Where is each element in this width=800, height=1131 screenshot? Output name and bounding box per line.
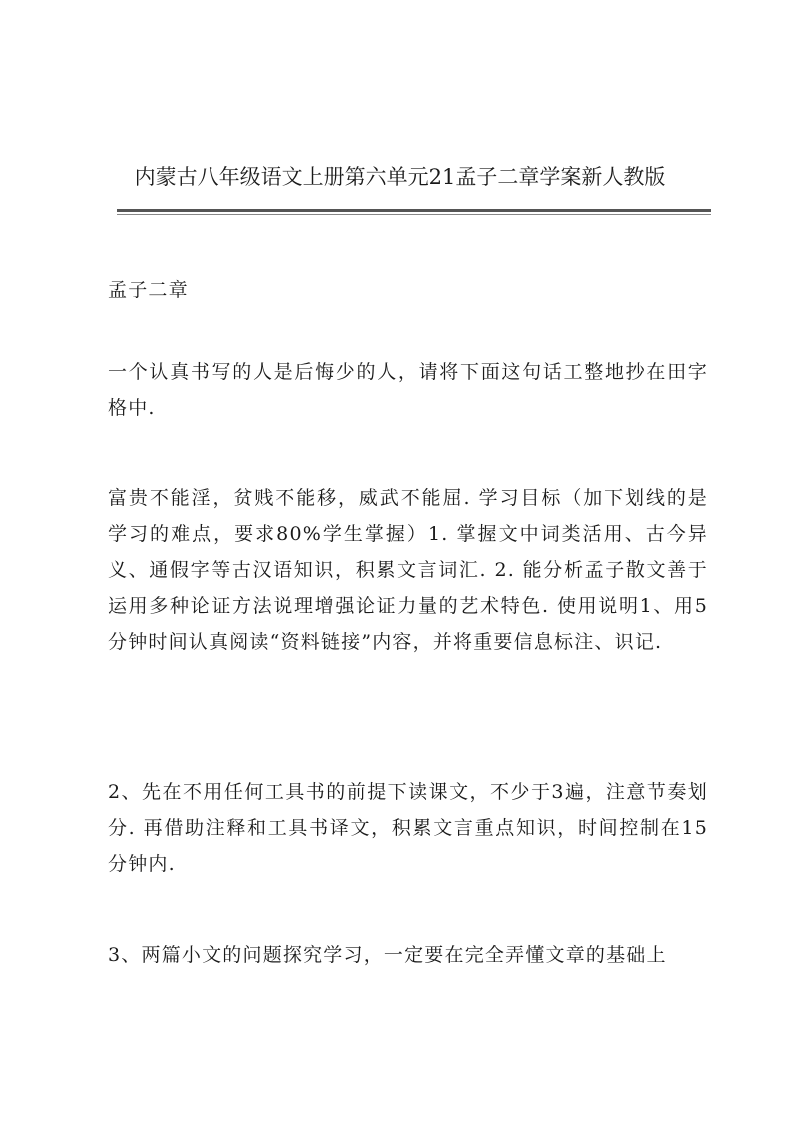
paragraph: 3、两篇小文的问题探究学习，一定要在完全弄懂文章的基础上 [108,944,667,966]
paragraph: 一个认真书写的人是后悔少的人，请将下面这句话工整地抄在田字格中. [108,361,708,419]
section-heading: 孟子二章 [108,279,189,301]
title-divider [117,209,711,212]
document-title: 内蒙古八年级语文上册第六单元21孟子二章学案新人教版 [134,165,666,189]
paragraph: 2、先在不用任何工具书的前提下读课文，不少于3遍，注意节奏划分. 再借助注释和工具书译文，积累文言重点知识，时间控制在15分钟内. [108,781,708,875]
paragraph: 富贵不能淫，贫贱不能移，威武不能屈. 学习目标（加下划线的是学习的难点，要求80%学生掌握）1. 掌握文中词类活用、古今异义、通假字等古汉语知识，积累文言词汇. 2. 能分析孟子散文善于运用多种论证方法说理增强论证力量的艺术特色. 使用说明1、用5分钟时间认真阅读“资料链接”内容，并将重要信息标注、识记. [108,487,708,653]
